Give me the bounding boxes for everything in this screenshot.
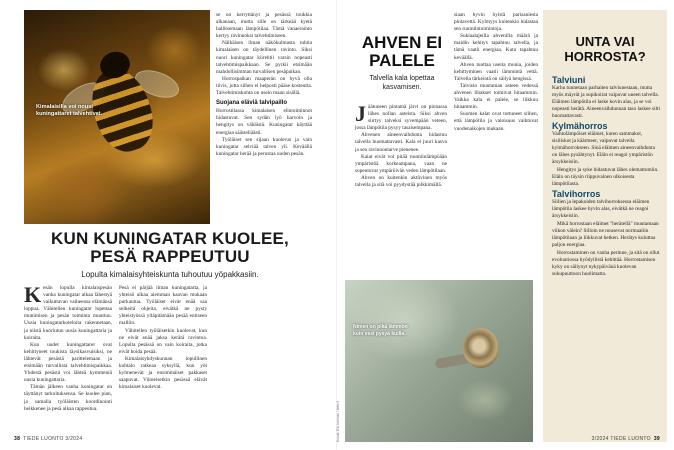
paragraph: Kimalaisyhdyskunnan lopullinen kohtalo ratkeaa syksyllä, kun yöt kylmenevät ja ensimmäiset pakkaset saapuvat. Viimeisetkin pesässä elävät kimalaiset kuolevat. (119, 355, 207, 391)
page-folio (14, 436, 82, 442)
page-number: 38 (14, 436, 21, 442)
text-column-1 (24, 282, 112, 413)
paragraph: se on kerryttänyt ja pesässä toukkia alkanaan, mutta sille on tärkeää kyetä hallitsemaan lämpötilaa. Tämä vanaerainto kertyy ravinnoksi talvehtimiseen. (216, 12, 312, 40)
sidebar-title: UNTA VAI HORROSTA? (564, 34, 646, 64)
snail-photo (345, 280, 533, 442)
sidebar-paragraph: Hengitys ja syke hidastuvat lähes olemattomiin. Eläin on täysin riippuvainen ulkoisesta lämpötilasta. (552, 167, 659, 187)
paragraph: siaan hyvin hyistä parisaniesta pintavettä. Kylmyys kuitenkin hidastaa sen ruumiintoimintoja. (454, 12, 538, 33)
paragraph: Tämän jälkeen vanha kuningatar on täyttänyt tarkoituksensa. Se kuolee pian, ja samalla työläisten koordinointi heikkenee ja pesä alkaa rappeutua. (24, 384, 112, 412)
page-folio-right (592, 436, 660, 442)
sidebar-paragraph: Siilien ja lepakoiden talvihorroksessa eläimen lämpötila laskee hyvin alas, eivätkä ne reagoi ärsykkeisiin. (552, 199, 650, 219)
perch-text-column-1 (355, 101, 447, 189)
perch-headline: AHVEN EI PALELE (361, 33, 443, 70)
page-number: 39 (653, 436, 660, 442)
paragraph: Työläiset sen sijaan kuolevat ja vain kuningatar selviää talven yli. Keväällä kuningatar herää ja perustaa uuden pesän. (216, 136, 312, 157)
article-subhead: Lopulta kimalaisyhteiskunta tuhoutuu yöpakkasiin. (81, 270, 259, 279)
sidebar-paragraph: Vaihtolämpöiset eläimet, kuten sammakot, sisiliskot ja käärmeet, vaipuvat talvella kylmähorrokseen. Sinä eläimen aineenvaihdunta on lähes pysähtynyt. Eläin ei reagoi ympäristön ärsykkeisiin. (552, 131, 655, 165)
sidebar-heading-talvihorros: Talvihorros (552, 189, 601, 199)
paragraph: Kun uudet kuningattaret ovat kehittyneet toukista täysikasvuisiksi, ne lähtevät pesästä parittelemaan ja etsimään turvallista talvehtimispaikkaa. Yhdestä pesästä voi lähteä kymmeniä uusia kuningattaria. (24, 341, 112, 384)
text-column-2 (119, 285, 207, 391)
perch-subhead: Talvella kala lopettaa kasvamisen. (369, 75, 435, 91)
sidebar-heading-talviuni: Talviuni (552, 75, 586, 85)
paragraph: Ahvenen aineenvaihdunta hidastuu talvella huomattavasti. Kala ei juuri kasva ja sen ravinnontarve pienenee. (355, 132, 447, 153)
paragraph: Ahven on kuitenkin aktiivinen myös talvella ja sitä voi pyydystää pilkkimällä. (355, 174, 447, 189)
paragraph: Jäätuneen pintamä järvi on pinnassa lähes nollan asteista. Siksi ahven siirtyy talveksi syvempään veteen, jossa lämpötila pysyy tasaisempana. (355, 101, 447, 132)
drop-cap: K (24, 282, 42, 307)
folio-text: 3/2024 TIEDE LUONTO (591, 436, 651, 442)
paragraph: Pesä ei pärjää ilman kuningatarta, ja yhteisö alkaa aiemman kaavan mukaan purkautua. Työläiset eivät enää saa selkeitä ohjeita, eivätkä ne pysty yhteistyössä ylläpitämään pesää entiseen malliin. (119, 285, 207, 327)
paragraph: Ahven tuottaa useita munia, joiden kehittyminen vaatii lämmintä vettä. Talvella tärkeintä on säilyä hengissä. (454, 61, 538, 82)
paragraph: Horrospaikan maaperän on hyvä olla tiivis, jotta siihen ei helposti pääse kosteutta. Talvehtimiskohta on usein maan sisällä. (216, 75, 312, 97)
sidebar-paragraph: Horrostaminen on vanha perinne, ja sitä on ollut evoluutiossa hyödyllistä kehittää. Horrostamisen kyky on säilynyt nykypäivänä kuolevan sukupuuttoon huolimatta. (552, 250, 660, 277)
paragraph: Vähitellen työläisetkin kuolevat, kun ne eivät enää jaksa kerätä ravintoa. Lopulta pesässä on vain koiraita, jotka eivät hoida pesää. (119, 327, 207, 355)
sidebar-paragraph: Mikä horrostaan eläimet "herätellä" muutamaan viikon välein? Silloin ne nousevat normaaliin lämpötilaan ja liikkuvat hetken. Herätys kuluttaa paljon energiaa. (552, 221, 659, 248)
paragraph: Suomen kalat ovat tottuneet siihen, että lämpötila ja valoisuus vaihtuvat vuodenaikojen mukaan. (454, 111, 538, 132)
snail-shell-graphic (463, 328, 499, 368)
sidebar-box (543, 10, 667, 442)
text-column-3 (216, 12, 312, 158)
paragraph: Talvisin muutaman asteen vedessä ahvenen lihakset toimivat hitaammin. Vaikka kala ei palele, se liikkuu hitaammin. (454, 82, 538, 111)
folio-text: TIEDE LUONTO 3/2024 (23, 436, 83, 442)
photo-caption: Nimen on pikä lämmön kuin vesi pysyä kuilla. (353, 324, 408, 337)
paragraph: Horrostilassa kimalaisen elintoiminnot hidastuvat. Sen sydän lyö harvoin ja hengitys on vähäistä. Kuningatar käyttää energiaa säästeliäästi. (216, 108, 312, 136)
section-heading: Suojana eläviä talvipaillo (216, 100, 288, 107)
sidebar-body (552, 74, 660, 279)
article-headline: KUN KUNINGATAR KUOLEE, PESÄ RAPPEUTUU (51, 229, 289, 266)
paragraph: Kalat eivät voi pitää ruumiinlämpöään ympäristöä korkeampana, vaan ne sopeutuvat ympäröivän veden lämpötilaan. (355, 153, 447, 174)
photo-caption: Kimalaisilla voi nousi kuningattaret talvehtivat. (36, 104, 103, 117)
paragraph: Kesän lopulla kimalaispesän vanha kuningatar alkaa lähestyä vaikuttavan vaiheensa elämänsä loppua. Vähitellen kuningatar lopettaa munimisen ja pesän toiminta muuttuu. Uusia kuningatarkoteloita rakennetaan, ja niistä kuoriutuu uusia kuningattaria ja koiraita. (24, 282, 112, 341)
sidebar-paragraph: Karhu tunnetaan parhaiten talviunestaan, mutta myös mäyrät ja supikoirat vaipuvat uneen talvella. Eläimen lämpötila ei laske kovin alas, ja se voi nopeasti herätä. Aineenvaihdunnan taso laskee silti huomattavasti. (552, 85, 660, 119)
paragraph: Nälkäisen ilman näkökulmasta tuhtia kimalaisen on täydellinen ravinto. Siksi nuori kuningatar kiirehtii varsin nopeasti talvehtimispaikkaan. Se pyrkii etsimään mahdollisimman turvallisen pesäpaikan. (216, 40, 312, 75)
perch-text-column-2 (454, 12, 538, 133)
bumblebee-photo (24, 10, 210, 224)
sidebar-heading-kylmahorros: Kylmähorros (552, 121, 608, 131)
paragraph: Suklaalajeilla ahvenilla määrä ja maidin kehitys tapahtuu talvella, ja tämä vaatii energiaa. Kutu tapahtuu keväällä. (454, 33, 538, 61)
photo-credit: Kuvat: Eki kunnas / tieto.fi (336, 400, 340, 442)
drop-cap: J (355, 101, 366, 126)
